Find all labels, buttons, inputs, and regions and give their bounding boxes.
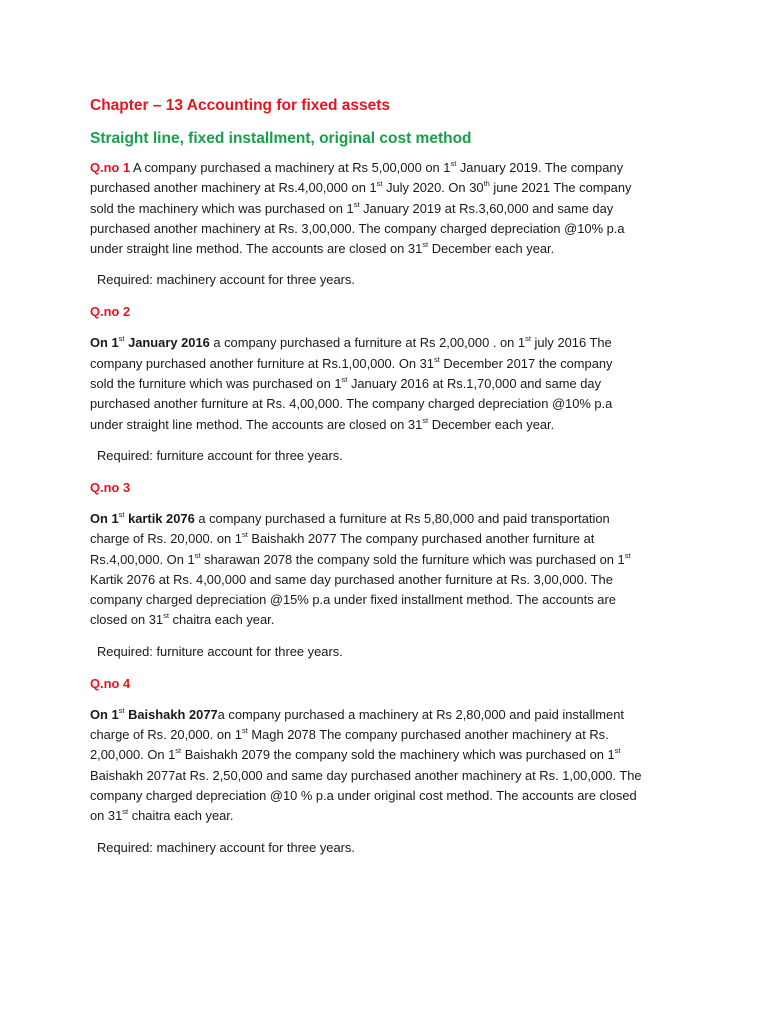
question-4-line-3: 2,00,000. On 1st Baishakh 2079 the company sold the machinery which was purchased on 1st xyxy=(90,746,621,763)
question-2-line-2: company purchased another furniture at Rs.1,00,000. On 31st December 2017 the company xyxy=(90,354,613,371)
question-2 xyxy=(90,302,680,465)
question-2-required: Required: furniture account for three years. xyxy=(97,447,343,463)
question-1-line-5: under straight line method. The accounts are closed on 31st December each year. xyxy=(90,240,555,257)
question-4-required: Required: machinery account for three years. xyxy=(97,839,355,855)
question-4-line-4: Baishakh 2077at Rs. 2,50,000 and same day purchased another machinery at Rs. 1,00,000. The xyxy=(90,767,642,783)
chapter-title: Chapter – 13 Accounting for fixed assets xyxy=(90,97,391,114)
question-1-line-3: sold the machinery which was purchased on 1st January 2019 at Rs.3,60,000 and same day xyxy=(90,199,614,216)
question-1-line-2: purchased another machinery at Rs.4,00,000 on 1st July 2020. On 30th june 2021 The company xyxy=(90,179,632,196)
question-3-label: Q.no 3 xyxy=(90,479,131,495)
question-1-required: Required: machinery account for three years. xyxy=(97,272,355,288)
question-2-line-4: purchased another furniture at Rs. 4,00,000. The company charged depreciation @10% p.a xyxy=(90,396,613,412)
question-4-line-2: charge of Rs. 20,000. on 1st Magh 2078 The company purchased another machinery at Rs. xyxy=(90,726,609,743)
question-2-line-3: sold the furniture which was purchased on 1st January 2016 at Rs.1,70,000 and same day xyxy=(90,375,602,392)
question-3 xyxy=(90,478,680,662)
question-2-label: Q.no 2 xyxy=(90,304,131,320)
question-4 xyxy=(90,674,680,858)
question-3-required: Required: furniture account for three years. xyxy=(97,643,343,659)
question-4-line-5: company charged depreciation @10 % p.a under original cost method. The accounts are closed xyxy=(90,787,637,803)
question-1-line-1: Q.no 1 A company purchased a machinery at Rs 5,00,000 on 1st January 2019. The company xyxy=(90,159,624,175)
question-3-line-5: company charged depreciation @15% p.a under fixed installment method. The accounts are xyxy=(90,592,616,608)
method-title: Straight line, fixed installment, original cost method xyxy=(90,130,472,147)
question-3-line-6: closed on 31st chaitra each year. xyxy=(90,611,275,628)
question-4-line-1: On 1st Baishakh 2077a company purchased a machinery at Rs 2,80,000 and paid installment xyxy=(90,705,624,722)
question-1 xyxy=(90,158,680,290)
document-page xyxy=(90,96,680,858)
question-3-line-2: charge of Rs. 20,000. on 1st Baishakh 2077 The company purchased another furniture at xyxy=(90,530,595,547)
question-2-line-1: On 1st January 2016 a company purchased a furniture at Rs 2,00,000 . on 1st july 2016 The xyxy=(90,334,612,351)
question-4-line-6: on 31st chaitra each year. xyxy=(90,807,234,824)
question-1-label: Q.no 1 xyxy=(90,160,131,175)
question-1-line-4: purchased another machinery at Rs. 3,00,000. The company charged depreciation @10% p.a xyxy=(90,220,625,236)
question-4-label: Q.no 4 xyxy=(90,675,131,691)
question-3-line-4: Kartik 2076 at Rs. 4,00,000 and same day purchased another furniture at Rs. 3,00,000. The xyxy=(90,571,613,587)
question-2-line-5: under straight line method. The accounts are closed on 31st December each year. xyxy=(90,415,555,432)
question-3-line-1: On 1st kartik 2076 a company purchased a furniture at Rs 5,80,000 and paid transportation xyxy=(90,509,610,526)
question-3-line-3: Rs.4,00,000. On 1st sharawan 2078 the company sold the furniture which was purchased on 1st xyxy=(90,550,631,567)
